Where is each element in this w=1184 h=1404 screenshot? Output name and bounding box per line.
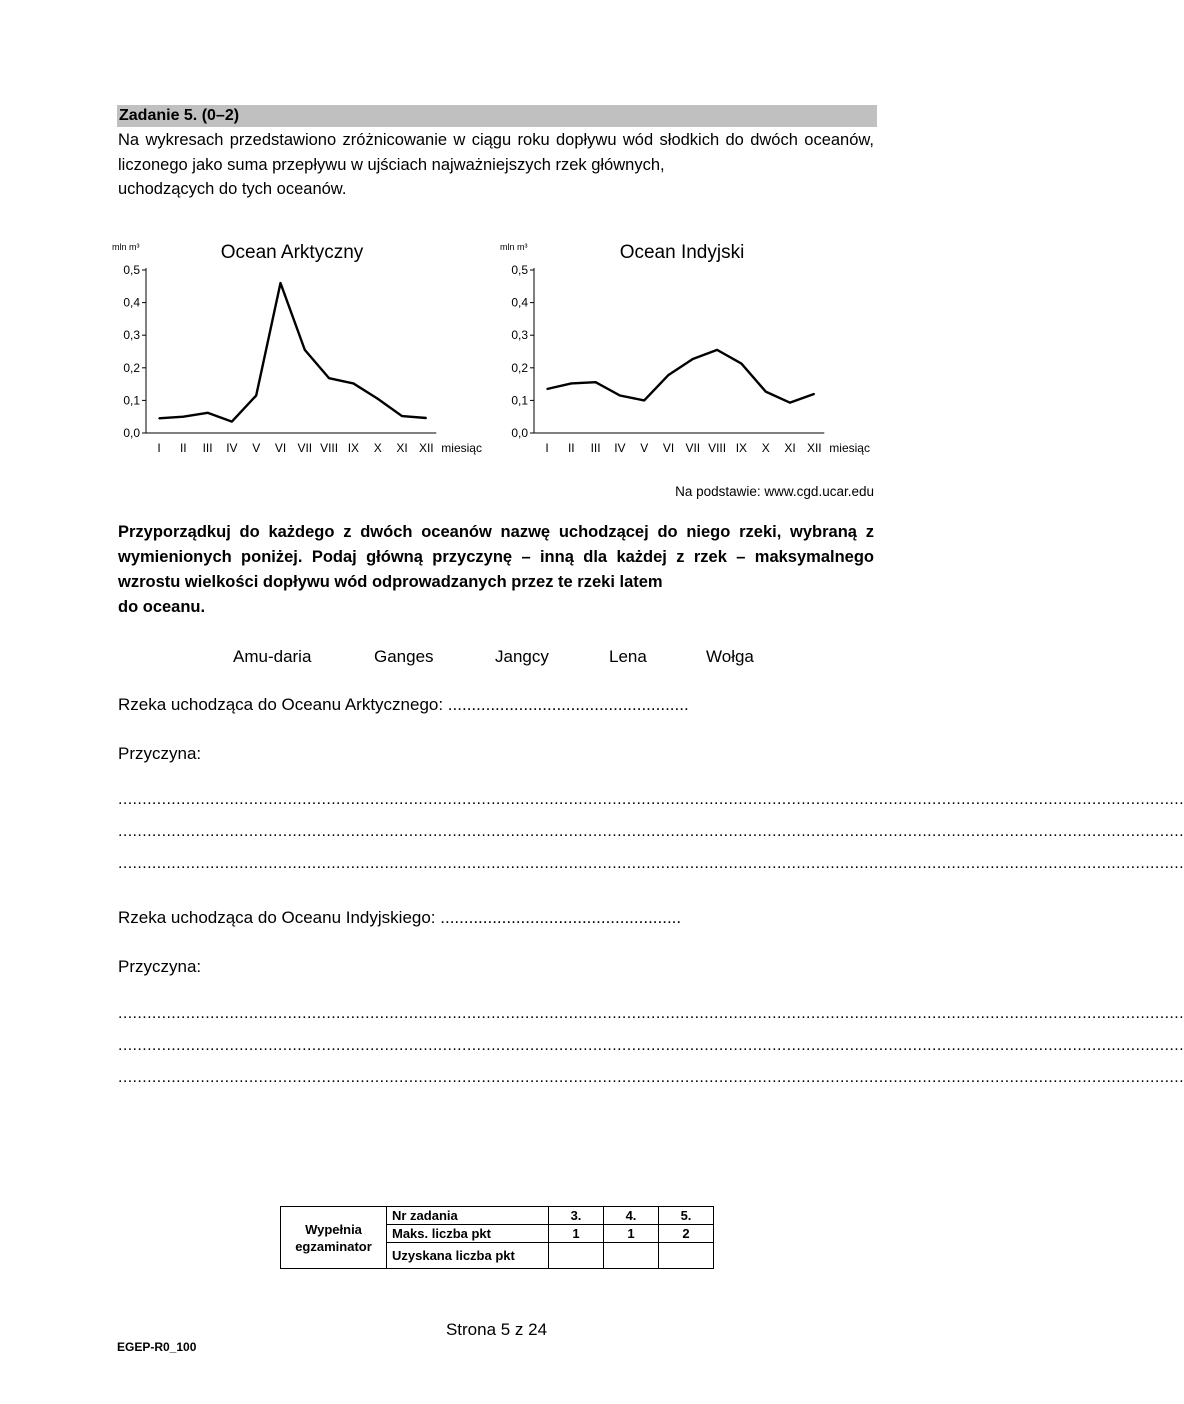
max-points: 2: [659, 1225, 714, 1243]
y-tick-label: 0,3: [123, 328, 140, 343]
x-tick-label: XII: [418, 441, 434, 455]
y-tick-label: 0,3: [511, 328, 528, 343]
series-line: [159, 283, 426, 422]
x-tick-label: III: [590, 441, 601, 455]
task-header: Zadanie 5. (0–2): [117, 105, 877, 127]
y-tick-label: 0,5: [511, 263, 528, 277]
score-table: [280, 1206, 714, 1269]
data-point: [401, 415, 403, 417]
data-point: [280, 282, 282, 284]
y-tick-label: 0,0: [123, 426, 140, 440]
task-number: 4.: [604, 1207, 659, 1225]
arctic-reason-line[interactable]: ............................................................................................................................................................................................................................: [118, 791, 1184, 808]
data-point: [595, 381, 597, 383]
indian-reason-line[interactable]: ............................................................................................................................................................................................................................: [118, 1037, 1184, 1054]
x-tick-label: VIII: [708, 441, 727, 455]
x-tick-label: VI: [662, 441, 675, 455]
x-tick-label: X: [761, 441, 770, 455]
x-tick-label: XII: [806, 441, 822, 455]
y-tick-label: 0,4: [511, 295, 528, 310]
data-point: [571, 383, 573, 385]
earned-points-cell[interactable]: [659, 1243, 714, 1269]
x-tick-label: VII: [685, 441, 701, 455]
task-number: 3.: [549, 1207, 604, 1225]
y-tick-label: 0,0: [511, 426, 528, 440]
x-tick-label: IV: [226, 441, 238, 455]
task-intro: [118, 128, 874, 202]
examiner-label: Wypełnia egzaminator: [281, 1207, 387, 1269]
data-point: [183, 416, 185, 418]
page-number: Strona 5 z 24: [445, 1320, 548, 1339]
data-point: [231, 421, 233, 423]
indian-reason-label: Przyczyna:: [118, 957, 202, 976]
data-point: [328, 377, 330, 379]
task-intro-line-1: Na wykresach przedstawiono zróżnicowanie w ciągu roku dopływu wód słodkich do dwóch oceanów, liczonego jako suma przepływu w ujściach najważniejszych rzek głównych,: [118, 131, 874, 174]
data-point: [546, 388, 548, 390]
data-point: [255, 395, 257, 397]
chart-arctic-svg: [110, 238, 490, 463]
earned-points-cell[interactable]: [549, 1243, 604, 1269]
y-axis-unit: mln m³: [500, 242, 528, 252]
x-tick-label: I: [157, 441, 161, 455]
task-instruction: [118, 520, 874, 620]
data-point: [207, 412, 209, 414]
arctic-reason-line[interactable]: ............................................................................................................................................................................................................................: [118, 855, 1184, 872]
river-option: Ganges: [374, 647, 434, 666]
y-axis-unit: mln m³: [112, 242, 140, 252]
task-number: 5.: [659, 1207, 714, 1225]
x-tick-label: I: [545, 441, 549, 455]
y-tick-label: 0,4: [123, 295, 140, 310]
indian-reason-line[interactable]: ............................................................................................................................................................................................................................: [118, 1069, 1184, 1086]
chart-title: Ocean Arktyczny: [220, 242, 364, 263]
chart-arctic: [110, 238, 490, 463]
river-option: Jangcy: [495, 647, 549, 666]
data-point: [643, 400, 645, 402]
data-point: [716, 349, 718, 351]
x-tick-label: VIII: [320, 441, 339, 455]
earned-points-cell[interactable]: [604, 1243, 659, 1269]
indian-river-answer[interactable]: Rzeka uchodząca do Oceanu Indyjskiego: ...................................................: [118, 908, 682, 927]
task-intro-line-2: uchodzących do tych oceanów.: [118, 180, 347, 198]
river-option: Amu-daria: [233, 647, 312, 666]
x-tick-label: V: [252, 441, 261, 455]
x-tick-label: IX: [347, 441, 360, 455]
x-tick-label: XI: [784, 441, 796, 455]
data-point: [789, 402, 791, 404]
earned-points-label: Uzyskana liczba pkt: [387, 1243, 549, 1269]
chart-indian-svg: [498, 238, 883, 463]
x-tick-label: VII: [297, 441, 313, 455]
task-instruction-line-2: do oceanu.: [118, 598, 206, 616]
data-point: [692, 358, 694, 360]
y-tick-label: 0,1: [511, 393, 528, 408]
exam-code: EGEP-R0_100: [117, 1340, 197, 1354]
arctic-river-answer[interactable]: Rzeka uchodząca do Oceanu Arktycznego: ...................................................: [118, 695, 689, 714]
data-point: [814, 393, 816, 395]
x-axis-label: miesiąc: [829, 441, 870, 455]
river-option: Lena: [609, 647, 647, 666]
arctic-reason-label: Przyczyna:: [118, 744, 202, 763]
x-tick-label: X: [373, 441, 382, 455]
x-tick-label: IX: [735, 441, 748, 455]
data-point: [741, 363, 743, 365]
data-point: [353, 383, 355, 385]
x-axis-label: miesiąc: [441, 441, 482, 455]
max-points: 1: [549, 1225, 604, 1243]
data-point: [426, 417, 428, 419]
arctic-reason-line[interactable]: ............................................................................................................................................................................................................................: [118, 823, 1184, 840]
chart-title: Ocean Indyjski: [619, 242, 745, 263]
y-tick-label: 0,2: [511, 360, 528, 375]
data-point: [304, 349, 306, 351]
max-points: 1: [604, 1225, 659, 1243]
max-points-label: Maks. liczba pkt: [387, 1225, 549, 1243]
x-tick-label: II: [567, 441, 575, 455]
y-tick-label: 0,1: [123, 393, 140, 408]
x-tick-label: V: [640, 441, 649, 455]
river-option: Wołga: [706, 647, 754, 666]
task-instruction-line-1: Przyporządkuj do każdego z dwóch oceanów nazwę uchodzącej do niego rzeki, wybraną z wymienionych poniżej. Podaj główną przyczynę – inną dla każdej z rzek – maksymalnego wzrostu wielkości dopływu wód odprowadzanych przez te rzeki latem: [118, 523, 874, 591]
data-point: [158, 418, 160, 420]
data-point: [619, 395, 621, 397]
data-point: [377, 398, 379, 400]
y-tick-label: 0,2: [123, 360, 140, 375]
data-point: [765, 391, 767, 393]
indian-reason-line[interactable]: ............................................................................................................................................................................................................................: [118, 1005, 1184, 1022]
series-line: [547, 350, 814, 403]
source-note: Na podstawie: www.cgd.ucar.edu: [675, 484, 874, 499]
chart-indian: [498, 238, 883, 463]
y-tick-label: 0,5: [123, 263, 140, 277]
task-number-label: Nr zadania: [387, 1207, 549, 1225]
x-tick-label: II: [179, 441, 187, 455]
data-point: [668, 374, 670, 376]
x-tick-label: III: [202, 441, 213, 455]
x-tick-label: VI: [274, 441, 287, 455]
x-tick-label: XI: [396, 441, 408, 455]
x-tick-label: IV: [614, 441, 626, 455]
